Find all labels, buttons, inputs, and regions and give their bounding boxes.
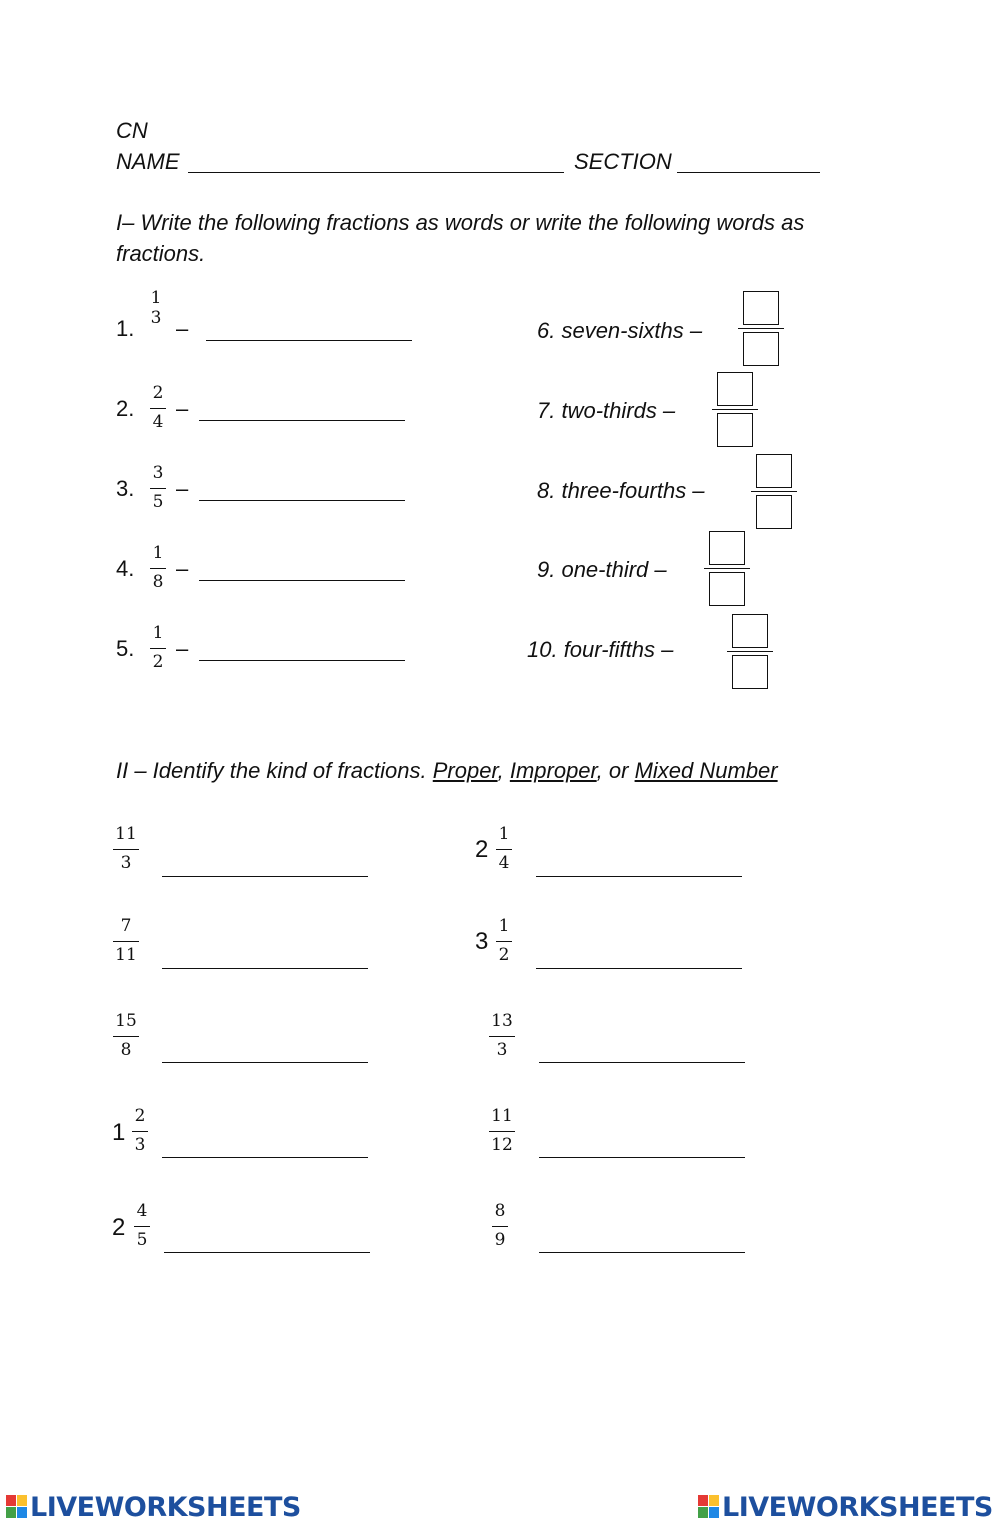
liveworksheets-logo-left bbox=[6, 1490, 301, 1524]
numerator-box[interactable] bbox=[732, 614, 768, 648]
name-field[interactable] bbox=[188, 172, 564, 173]
fraction bbox=[148, 288, 164, 328]
fraction bbox=[489, 1106, 515, 1155]
fraction-bar bbox=[150, 408, 166, 409]
whole-number: 2 bbox=[475, 836, 489, 863]
item-number: 2. bbox=[116, 396, 135, 421]
numerator: 13 bbox=[491, 1011, 513, 1031]
fraction bbox=[492, 1201, 508, 1250]
word-item-10: 10. four-fifths – bbox=[527, 637, 674, 662]
answer-field[interactable] bbox=[199, 580, 405, 581]
denominator: 11 bbox=[115, 945, 137, 965]
dash: – bbox=[176, 396, 189, 421]
item-number: 4. bbox=[116, 556, 135, 581]
numerator: 1 bbox=[498, 916, 510, 936]
numerator: 8 bbox=[494, 1201, 506, 1221]
part1-instruction-line2: fractions. bbox=[116, 241, 206, 266]
numerator: 1 bbox=[498, 824, 510, 844]
fraction-bar bbox=[113, 849, 139, 850]
denominator: 3 bbox=[120, 853, 132, 873]
denominator: 2 bbox=[498, 945, 510, 965]
fraction bbox=[489, 1011, 515, 1060]
fraction-input-10 bbox=[727, 614, 773, 689]
denominator: 3 bbox=[134, 1135, 146, 1155]
answer-field[interactable] bbox=[164, 1252, 370, 1253]
item-number: 5. bbox=[116, 636, 135, 661]
answer-field[interactable] bbox=[162, 1157, 368, 1158]
numerator-box[interactable] bbox=[717, 372, 753, 406]
fraction bbox=[150, 383, 166, 432]
denominator: 2 bbox=[152, 652, 164, 672]
part2-instruction-text: II – Identify the kind of fractions. bbox=[116, 758, 427, 783]
fraction-bar bbox=[489, 1036, 515, 1037]
item-number: 1. bbox=[116, 316, 135, 341]
logo-text: LIVEWORKSHEETS bbox=[30, 1491, 301, 1523]
numerator-box[interactable] bbox=[743, 291, 779, 325]
denominator-box[interactable] bbox=[709, 572, 745, 606]
option-improper: Improper bbox=[509, 758, 597, 783]
answer-field[interactable] bbox=[162, 876, 368, 877]
fraction-bar bbox=[496, 849, 512, 850]
fraction bbox=[496, 916, 512, 965]
numerator: 4 bbox=[136, 1201, 148, 1221]
liveworksheets-logo-right bbox=[698, 1490, 993, 1524]
answer-field[interactable] bbox=[199, 660, 405, 661]
whole-number: 3 bbox=[475, 928, 489, 955]
numerator: 1 bbox=[152, 623, 164, 643]
numerator: 7 bbox=[120, 916, 132, 936]
answer-field[interactable] bbox=[539, 1062, 745, 1063]
dash: – bbox=[176, 636, 189, 661]
fraction bbox=[150, 463, 166, 512]
answer-field[interactable] bbox=[162, 968, 368, 969]
logo-text: LIVEWORKSHEETS bbox=[722, 1491, 993, 1523]
item-number: 3. bbox=[116, 476, 135, 501]
denominator: 4 bbox=[152, 412, 164, 432]
word-item-8: 8. three-fourths – bbox=[537, 478, 705, 503]
option-mixed-number: Mixed Number bbox=[634, 758, 778, 783]
fraction-bar bbox=[738, 328, 784, 329]
denominator: 12 bbox=[491, 1135, 513, 1155]
fraction-bar bbox=[727, 651, 773, 652]
denominator-box[interactable] bbox=[743, 332, 779, 366]
numerator: 1 bbox=[150, 288, 162, 308]
numerator: 2 bbox=[134, 1106, 146, 1126]
answer-field[interactable] bbox=[536, 876, 742, 877]
answer-field[interactable] bbox=[199, 420, 405, 421]
answer-field[interactable] bbox=[539, 1252, 745, 1253]
fraction-bar bbox=[712, 409, 758, 410]
fraction-bar bbox=[113, 1036, 139, 1037]
fraction-bar bbox=[150, 648, 166, 649]
separator: , bbox=[497, 758, 504, 783]
answer-field[interactable] bbox=[199, 500, 405, 501]
numerator: 1 bbox=[152, 543, 164, 563]
fraction-bar bbox=[113, 941, 139, 942]
numerator-box[interactable] bbox=[756, 454, 792, 488]
denominator: 9 bbox=[494, 1230, 506, 1250]
answer-field[interactable] bbox=[162, 1062, 368, 1063]
fraction bbox=[134, 1201, 150, 1250]
section-label: SECTION bbox=[574, 149, 672, 174]
fraction-bar bbox=[150, 568, 166, 569]
numerator-box[interactable] bbox=[709, 531, 745, 565]
numerator: 11 bbox=[115, 824, 137, 844]
part2-instruction bbox=[116, 756, 778, 786]
fraction bbox=[150, 623, 166, 672]
fraction-input-9 bbox=[704, 531, 750, 606]
word-item-7: 7. two-thirds – bbox=[537, 398, 676, 423]
fraction-bar bbox=[704, 568, 750, 569]
answer-field[interactable] bbox=[206, 340, 412, 341]
word-item-6: 6. seven-sixths – bbox=[537, 318, 703, 343]
answer-field[interactable] bbox=[536, 968, 742, 969]
fraction-bar bbox=[489, 1131, 515, 1132]
denominator: 4 bbox=[498, 853, 510, 873]
denominator-box[interactable] bbox=[732, 655, 768, 689]
dash: – bbox=[176, 476, 189, 501]
fraction bbox=[496, 824, 512, 873]
fraction-bar bbox=[496, 941, 512, 942]
fraction-input-8 bbox=[751, 454, 797, 529]
numerator: 15 bbox=[115, 1011, 137, 1031]
denominator: 8 bbox=[120, 1040, 132, 1060]
denominator: 5 bbox=[136, 1230, 148, 1250]
name-label: NAME bbox=[116, 149, 180, 174]
fraction bbox=[113, 916, 139, 965]
denominator-box[interactable] bbox=[717, 413, 753, 447]
denominator: 5 bbox=[152, 492, 164, 512]
denominator: 8 bbox=[152, 572, 164, 592]
fraction-input-7 bbox=[712, 372, 758, 447]
fraction bbox=[113, 1011, 139, 1060]
option-proper: Proper bbox=[432, 758, 498, 783]
whole-number: 1 bbox=[112, 1119, 126, 1146]
fraction-bar bbox=[150, 488, 166, 489]
whole-number: 2 bbox=[112, 1214, 126, 1241]
part1-instruction-line1: I– Write the following fractions as words or write the following words as bbox=[116, 210, 805, 235]
denominator: 3 bbox=[150, 308, 162, 328]
numerator: 3 bbox=[152, 463, 164, 483]
fraction-input-6 bbox=[738, 291, 784, 366]
numerator: 11 bbox=[491, 1106, 513, 1126]
dash: – bbox=[176, 316, 189, 341]
denominator-box[interactable] bbox=[756, 495, 792, 529]
denominator: 3 bbox=[496, 1040, 508, 1060]
fraction bbox=[132, 1106, 148, 1155]
fraction-bar bbox=[132, 1131, 148, 1132]
section-field[interactable] bbox=[677, 172, 820, 173]
numerator: 2 bbox=[152, 383, 164, 403]
logo-blocks-icon bbox=[698, 1495, 720, 1519]
fraction bbox=[150, 543, 166, 592]
fraction-bar bbox=[134, 1226, 150, 1227]
fraction-bar bbox=[751, 491, 797, 492]
fraction bbox=[113, 824, 139, 873]
cn-label: CN bbox=[116, 118, 148, 143]
fraction-bar bbox=[492, 1226, 508, 1227]
answer-field[interactable] bbox=[539, 1157, 745, 1158]
word-item-9: 9. one-third – bbox=[537, 557, 667, 582]
dash: – bbox=[176, 556, 189, 581]
separator: , or bbox=[596, 758, 629, 783]
logo-blocks-icon bbox=[6, 1495, 28, 1519]
